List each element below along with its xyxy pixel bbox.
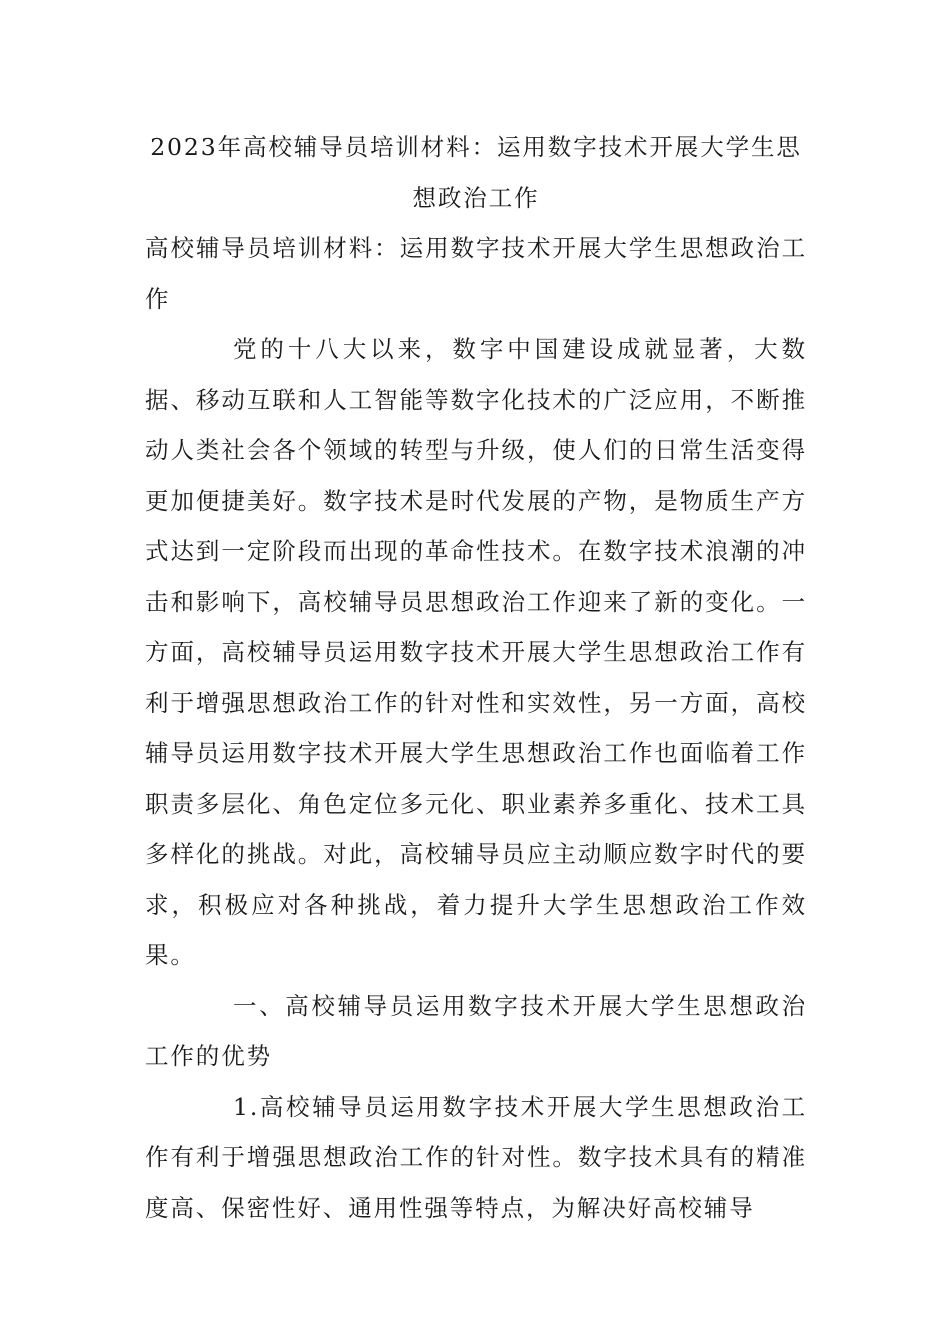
document-subtitle: 高校辅导员培训材料：运用数字技术开展大学生思想政治工作 bbox=[145, 234, 807, 313]
paragraph-intro: 党的十八大以来，数字中国建设成就显著，大数据、移动互联和人工智能等数字化技术的广泛应用，不断推动人类社会各个领域的转型与升级，使人们的日常生活变得更加便捷美好。数字技术是时代发展的产物，是物质生产方式达到一定阶段而出现的革命性技术。在数字技术浪潮的冲击和影响下，高校辅导员思想政治工作迎来了新的变化。一方面，高校辅导员运用数字技术开展大学生思想政治工作有利于增强思想政治工作的针对性和实效性，另一方面，高校辅导员运用数字技术开展大学生思想政治工作也面临着工作职责多层化、角色定位多元化、职业素养多重化、技术工具多样化的挑战。对此，高校辅导员应主动顺应数字时代的要求，积极应对各种挑战，着力提升大学生思想政治工作效果。 bbox=[145, 335, 807, 969]
document-body bbox=[145, 122, 807, 1233]
document-title: 2023年高校辅导员培训材料：运用数字技术开展大学生思想政治工作 bbox=[150, 133, 802, 212]
section-heading-advantages: 一、高校辅导员运用数字技术开展大学生思想政治工作的优势 bbox=[145, 991, 807, 1070]
paragraph-point-1: 1.高校辅导员运用数字技术开展大学生思想政治工作有利于增强思想政治工作的针对性。数字技术具有的精准度高、保密性好、通用性强等特点，为解决好高校辅导 bbox=[145, 1092, 807, 1222]
